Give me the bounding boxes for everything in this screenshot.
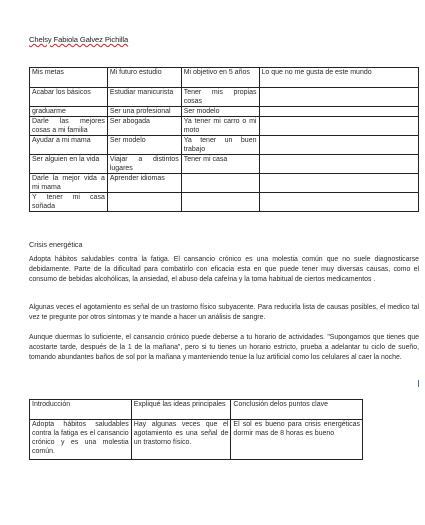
table-cell: Ya tener mi carro o mi moto <box>181 117 259 136</box>
paragraph-3: Aunque duermas lo suficiente, el cansancio crónico puede deberse a tu horario de actividades. "Supongamos que tienes que acostarte tarde, después de la 1 de la mañana", pero si tu tienes un horario estricto, prueba a adelantar tu ciclo de sueño, tomando abundantes baños de sol por la mañana y manteniendo tenue la luz artificial como los celulares al caer la noche. <box>29 334 419 361</box>
table-cell: Hay algunas veces que el agotamiento es una señal de un trastorno físico. <box>131 420 231 460</box>
table-row <box>30 420 363 460</box>
table-row <box>30 88 419 107</box>
table-cell <box>107 193 181 212</box>
table-cell <box>181 174 259 193</box>
table-cell <box>259 136 419 155</box>
table-row <box>30 68 419 88</box>
table-cell: Estudiar manicurista <box>107 88 181 107</box>
table-cell <box>259 117 419 136</box>
table-cell: Darle la mejor vida a mi mama <box>30 174 108 193</box>
table-cell: Expliqué las ideas principales <box>131 400 231 420</box>
summary-table <box>29 399 363 460</box>
table-row <box>30 193 419 212</box>
table-cell <box>181 193 259 212</box>
table-row <box>30 174 419 193</box>
table-row <box>30 155 419 174</box>
table-cell: Introducción <box>30 400 132 420</box>
author-name: Chelsy Fabiola Galvez Pichilla <box>29 35 129 44</box>
table-cell: Tener mi casa <box>181 155 259 174</box>
table-row <box>30 136 419 155</box>
table-cell <box>259 193 419 212</box>
section-title: Crisis energética <box>29 240 83 249</box>
table-cell: Ser modelo <box>181 107 259 117</box>
table-cell: Viajar a distintos lugares <box>107 155 181 174</box>
table-cell <box>259 107 419 117</box>
table-cell: Aprender idiomas <box>107 174 181 193</box>
table-cell: Acabar los básicos <box>30 88 108 107</box>
table-cell: Ayudar a mi mama <box>30 136 108 155</box>
paragraph-2: Algunas veces el agotamiento es señal de un trastorno físico subyacente. Para reducirla lista de causas posibles, el medico tal vez te pregunte por otros síntomas y te mande a hacer un análisis de sangre. <box>29 304 419 321</box>
goals-table <box>29 67 419 212</box>
table-row <box>30 117 419 136</box>
table-cell: Y tener mi casa soñada <box>30 193 108 212</box>
table-cell: Lo que no me gusta de este mundo <box>259 68 419 88</box>
table-cell <box>259 88 419 107</box>
text-cursor <box>418 380 419 387</box>
table-cell: Conclusión delos puntos clave <box>231 400 363 420</box>
table-cell <box>259 155 419 174</box>
table-row <box>30 107 419 117</box>
table-cell: Mis metas <box>30 68 108 88</box>
paragraph-1: Adopta hábitos saludables contra la fatiga. El cansancio crónico es una molestia común que no suele diagnosticarse debidamente. Parte de la dificultad para combatirlo con eficacia esta en que puede tener muy diversas causas, como el consumo de bebidas alcohólicas, la ansiedad, el abuso dela cafeína y la toma habitual de ciertos medicamentos . <box>29 256 419 283</box>
table-cell: El sol es bueno para crisis energéticas dormir mas de 8 horas es bueno <box>231 420 363 460</box>
table-cell: graduarme <box>30 107 108 117</box>
table-cell: Tener mis propias cosas <box>181 88 259 107</box>
table-cell: Mi futuro estudio <box>107 68 181 88</box>
table-cell: Ya tener un buen trabajo <box>181 136 259 155</box>
table-cell: Adopta hábitos saludables contra la fatiga es el cansancio crónico y es una molestia común. <box>30 420 132 460</box>
table-cell: Ser modelo <box>107 136 181 155</box>
table-cell: Darle las mejores cosas a mi familia <box>30 117 108 136</box>
table-cell <box>259 174 419 193</box>
table-cell: Ser abogada <box>107 117 181 136</box>
table-cell: Mi objetivo en 5 años <box>181 68 259 88</box>
table-row <box>30 400 363 420</box>
table-cell: Ser alguien en la vida <box>30 155 108 174</box>
table-cell: Ser una profesional <box>107 107 181 117</box>
